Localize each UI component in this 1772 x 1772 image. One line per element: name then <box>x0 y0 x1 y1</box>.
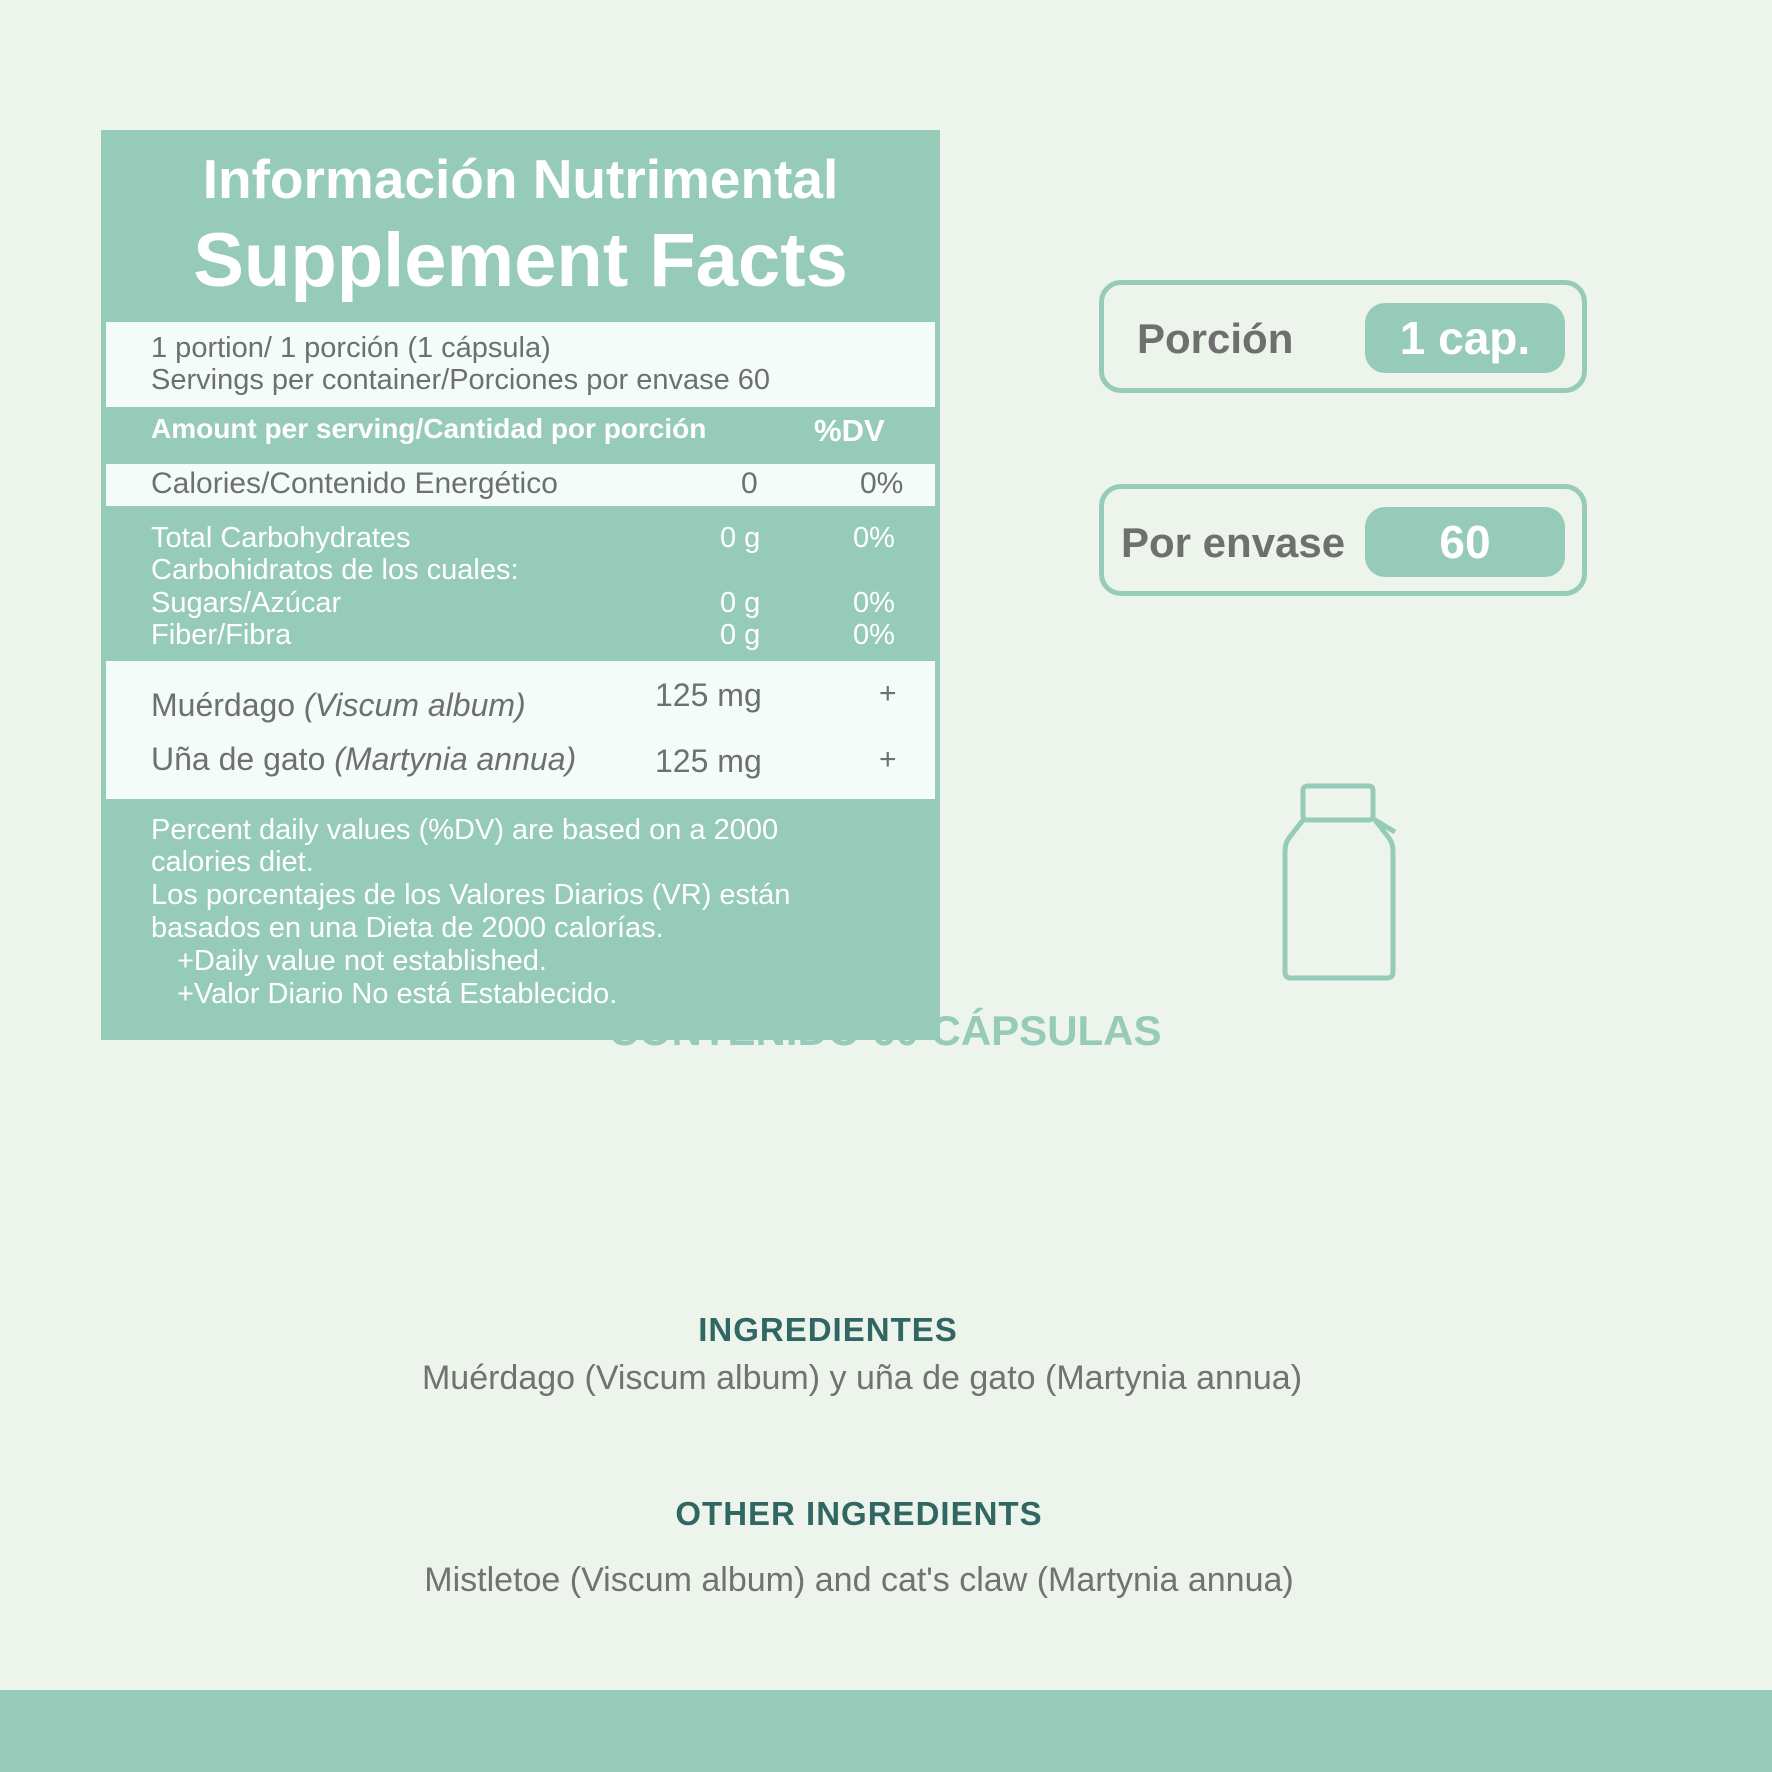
carb-sub-label: Carbohidratos de los cuales: <box>151 554 519 586</box>
ingredients-heading: INGREDIENTES <box>698 1311 958 1348</box>
fiber-label: Fiber/Fibra <box>151 619 292 651</box>
calories-dv: 0% <box>860 467 904 500</box>
footnote-line: calories diet. <box>151 846 314 878</box>
other-ingredients-text: Mistletoe (Viscum album) and cat's claw (Martynia annua) <box>424 1561 1294 1599</box>
calories-label: Calories/Contenido Energético <box>151 467 558 500</box>
sugar-dv: 0% <box>853 587 895 619</box>
dv-header: %DV <box>814 413 885 448</box>
amount-header: Amount per serving/Cantidad por porción <box>151 413 707 444</box>
per-container-badge-label: Por envase <box>1121 519 1346 566</box>
active-row <box>151 689 526 721</box>
active-dv: + <box>879 743 897 776</box>
portion-badge-value: 1 cap. <box>1365 303 1565 373</box>
carb-dv: 0% <box>853 522 895 554</box>
calories-amount: 0 <box>741 467 758 500</box>
portion-badge <box>1099 280 1587 393</box>
active-row <box>151 743 576 775</box>
footer-bar <box>0 1690 1772 1772</box>
other-ingredients-heading: OTHER INGREDIENTS <box>675 1495 1043 1532</box>
bottle-icon <box>1275 780 1405 985</box>
portion-badge-label: Porción <box>1137 315 1294 362</box>
servings-line: Servings per container/Porciones por envase 60 <box>151 364 771 396</box>
per-container-badge-value: 60 <box>1365 507 1565 577</box>
footnote-line: basados en una Dieta de 2000 calorías. <box>151 912 664 944</box>
fiber-amount: 0 g <box>720 619 761 651</box>
footnote-line: +Daily value not established. <box>177 945 547 977</box>
supplement-facts-panel <box>101 130 940 1040</box>
fiber-dv: 0% <box>853 619 895 651</box>
panel-title-en: Supplement Facts <box>193 218 848 303</box>
bottle-caption: CONTENIDO 60 CÁPSULAS <box>608 1007 1162 1054</box>
ingredients-text: Muérdago (Viscum album) y uña de gato (Martynia annua) <box>421 1359 1303 1397</box>
portion-line: 1 portion/ 1 porción (1 cápsula) <box>151 332 551 364</box>
active-amount: 125 mg <box>655 743 762 779</box>
active-dv: + <box>879 677 897 710</box>
actives-band <box>106 661 935 799</box>
footnote-line: Percent daily values (%DV) are based on a 2000 <box>151 814 779 846</box>
carb-amount: 0 g <box>720 522 761 554</box>
panel-title-es: Información Nutrimental <box>202 148 839 210</box>
sugar-amount: 0 g <box>720 587 761 619</box>
per-container-badge <box>1099 484 1587 596</box>
active-latin: (Viscum album) <box>303 687 526 723</box>
carb-label: Total Carbohydrates <box>151 522 411 554</box>
footnote-line: Los porcentajes de los Valores Diarios (VR) están <box>151 879 791 911</box>
active-latin: (Martynia annua) <box>334 741 577 777</box>
active-amount: 125 mg <box>655 677 762 713</box>
serving-info-band <box>106 322 935 407</box>
calories-band <box>106 464 935 506</box>
sugar-label: Sugars/Azúcar <box>151 587 342 619</box>
footnote-line: +Valor Diario No está Establecido. <box>177 978 618 1010</box>
active-name: Uña de gato <box>151 741 326 777</box>
active-name: Muérdago <box>151 687 296 723</box>
